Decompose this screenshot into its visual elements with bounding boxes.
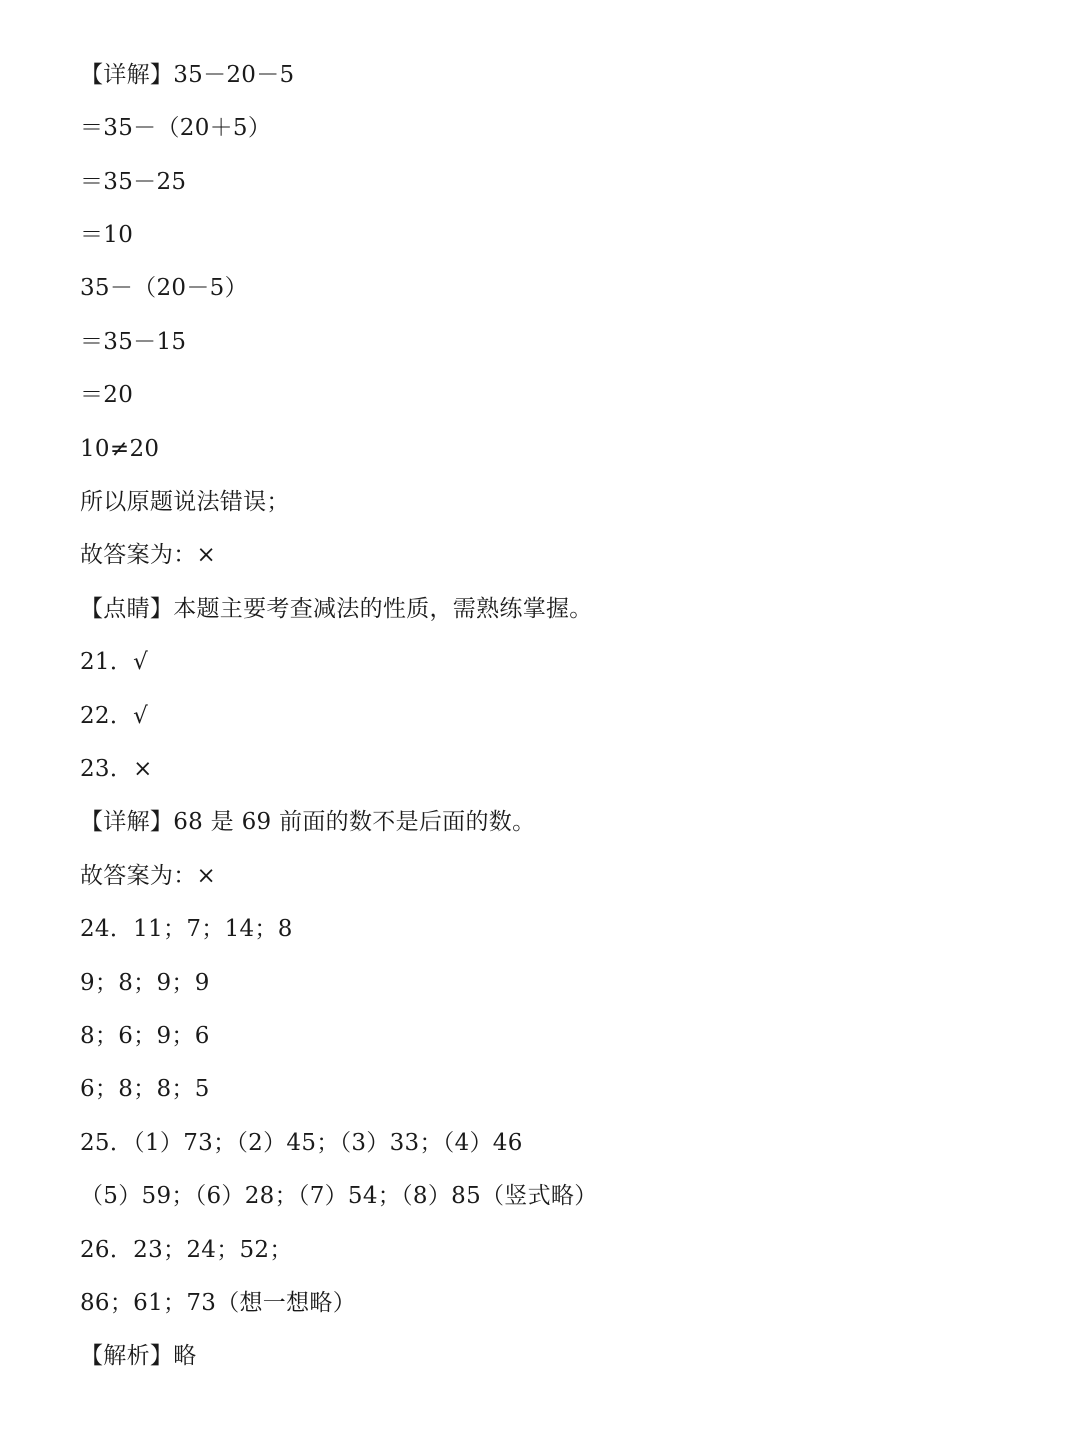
text-line: 故答案为：×: [80, 542, 217, 568]
text-line: 26．23；24；52；: [80, 1237, 293, 1263]
text-line: 35－（20－5）: [80, 275, 248, 301]
text-line: 【点睛】本题主要考查减法的性质，需熟练掌握。: [80, 596, 593, 622]
text-line: 86；61；73（想一想略）: [80, 1290, 356, 1316]
text-line: 9；8；9；9: [80, 970, 210, 996]
text-line: 故答案为：×: [80, 863, 217, 889]
text-line: 25．（1）73；（2）45；（3）33；（4）46: [80, 1130, 523, 1156]
text-line: ＝35－25: [80, 169, 187, 195]
text-line: 【详解】35－20－5: [80, 62, 295, 88]
text-line: 【详解】68 是 69 前面的数不是后面的数。: [80, 809, 536, 835]
text-line: 所以原题说法错误；: [80, 489, 290, 515]
text-line: 10≠20: [80, 436, 160, 462]
text-line: ＝10: [80, 222, 134, 248]
text-line: ＝20: [80, 382, 134, 408]
text-line: ＝35－15: [80, 329, 187, 355]
text-line: ＝35－（20＋5）: [80, 115, 272, 141]
text-line: 24．11；7；14；8: [80, 916, 293, 942]
text-line: 【解析】略: [80, 1343, 197, 1369]
text-line: 22．√: [80, 703, 149, 729]
text-line: （5）59；（6）28；（7）54；（8）85（竖式略）: [80, 1183, 598, 1209]
text-line: 21．√: [80, 649, 149, 675]
text-line: 8；6；9；6: [80, 1023, 210, 1049]
text-line: 6；8；8；5: [80, 1076, 210, 1102]
text-line: 23．×: [80, 756, 153, 782]
